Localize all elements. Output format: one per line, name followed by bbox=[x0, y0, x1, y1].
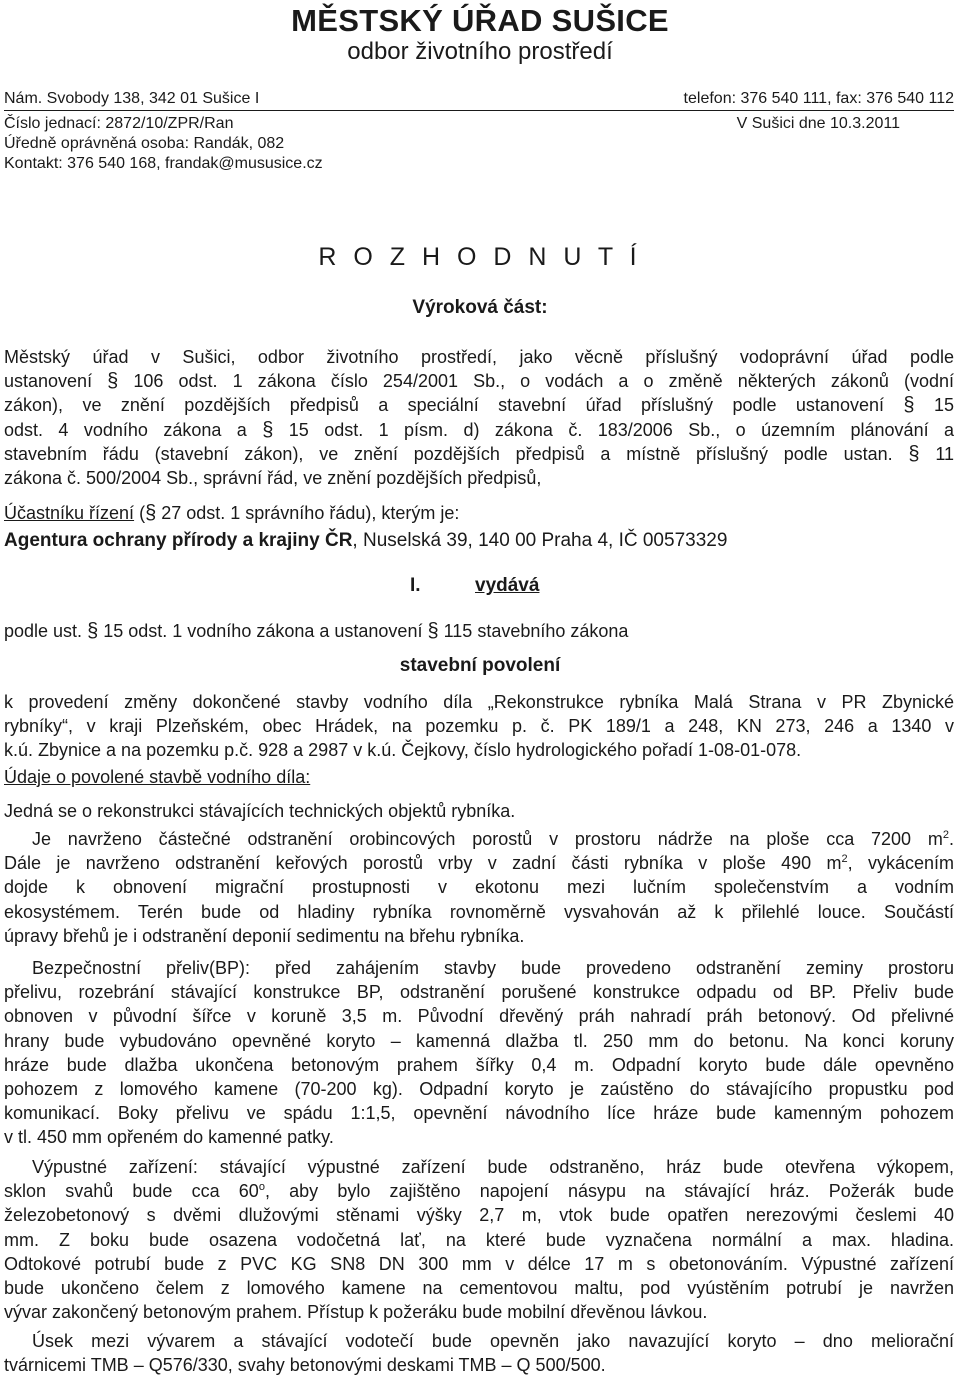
participant-name: Agentura ochrany přírody a krajiny ČR bbox=[4, 530, 353, 551]
contact-info: Kontakt: 376 540 168, frandak@mususice.cz bbox=[4, 155, 323, 172]
section-sign: § bbox=[87, 620, 99, 642]
paragraph-vegetation: Je navrženo částečné odstranění orobincových porostů v prostoru nádrže na ploše cca 7200 $m^2$. Dále je navrženo odstranění keřových porostů vrby v zadní části rybníka v ploše 490 $m^2$, vykácením dojde k obnovení migrační prostupnosti v ekotonu mezi lučním společenstvím a vodním ekosystémem. Terén bude od hladiny rybníka rovnoměrně vysvahován až k přilehlé louce. Součástí úpravy břehů je i odstranění deponií sedimentu na břehu rybníka. bbox=[4, 829, 954, 946]
reference-number: Číslo jednací: 2872/10/ZPR/Ran bbox=[4, 115, 234, 132]
participant-entity bbox=[4, 530, 727, 552]
document-date: V Sušici dne 10.3.2011 bbox=[736, 115, 900, 132]
participant-line: Účastníku řízení (§ 27 odst. 1 správního řádu), kterým je: bbox=[4, 502, 460, 524]
paragraph-outlet: Výpustné zařízení: stávající výpustné zařízení bude odstraněno, hráz bude otevřena výkopem, sklon svahů bude cca 60$^o$, aby bylo zajištěno napojení násypu na stávající hráz. Požerák bude železobetonový s dvěmi dlužovými stěnami výšky 2,7 m, vtok bude opatřen nerezovými česlemi 40 mm. Z boku bude osazena vodočetná lať, na které bude vyznačena normální a max. hladina. Odtokové potrubí bude z PVC KG SN8 DN 300 mm v délce 17 m s obetonováním. Výpustné zařízení bude ukončeno čelem z lomového kamene na cementovou maltu, pod vyústěním potrubí je navržen vývar zakončený betonovým prahem. Přístup k požeráku bude mobilní dřevěnou lávkou. bbox=[4, 1157, 954, 1323]
project-description: k provedení změny dokončené stavby vodního díla „Rekonstrukce rybníka Malá Strana v PR Zbynické rybníky“, v kraji Plzeňském, obec Hrádek, na pozemku p. č. PK 189/1 a 248, KN 273, 246 a 1340 v k.ú. Zbynice a na pozemku p.č. 928 a 2987 v k.ú. Čejkovy, číslo hydrologického pořadí 1-08-01-078. bbox=[4, 692, 954, 761]
responsible-official: Úředně oprávněná osoba: Randák, 082 bbox=[4, 135, 285, 152]
paragraph-channel: Úsek mezi vývarem a stávající vodotečí bude opevněn jako navazující koryto – dno meliorační tvárnicemi TMB – Q576/330, svahy betonovými deskami TMB – Q 500/500. bbox=[4, 1331, 954, 1376]
office-address: Nám. Svobody 138, 342 01 Sušice I bbox=[4, 90, 260, 107]
section-sign: § bbox=[903, 394, 915, 417]
intro-paragraph: Městský úřad v Sušici, odbor životního prostředí, jako věcně příslušný vodoprávní úřad podle ustanovení § 106 odst. 1 zákona číslo 254/2001 Sb., o vodách a o změně některých zákonů (vodní zákon), ve znění pozdějších předpisů a speciální stavební úřad příslušný podle ustanovení § 15 odst. 4 vodního zákona a § 15 odst. 1 písm. d) zákona č. 183/2006 Sb., o územním plánování a stavebním řádu (stavební zákon), ve znění pozdějších předpisů a místně příslušný podle ustan. § 11 zákona č. 500/2004 Sb., správní řád, ve znění pozdějších předpisů, bbox=[4, 347, 954, 489]
section-sign: § bbox=[145, 502, 157, 524]
participant-label: Účastníku řízení bbox=[4, 503, 135, 523]
verdict-verb: vydává bbox=[475, 575, 540, 596]
section-sign: § bbox=[107, 370, 119, 393]
section-title: Výroková část: bbox=[412, 297, 548, 318]
section-sign: § bbox=[262, 418, 274, 441]
header-divider bbox=[4, 110, 954, 111]
legal-basis: podle ust. § 15 odst. 1 vodního zákona a ustanovení § 115 stavebního zákona bbox=[4, 620, 629, 642]
paragraph-spillway: Bezpečnostní přeliv(BP): před zahájením stavby bude provedeno odstranění zeminy prostoru přelivu, rozebrání stávající konstrukce BP, odstranění porušené konstrukce odpadu od BP. Přeliv bude obnoven v původní šířce v koruně 3,5 m. Původní dřevěný práh nahradí práh betonový. Od přelivné hrany bude vybudováno opevněné koryto – kamenná dlažba tl. 250 mm do betonu. Na konci koruny hráze bude dlažba ukončena betonovým prahem šířky 0,4 m. Odpadní koryto bude dále opevněno pohozem z lomového kamene (70-200 kg). Odpadní koryto je zaústěno do stávajícího propustku pod komunikací. Boky přelivu ve spádu 1:1,5, opevnění návodního líce hráze bude kamenným pohozem v tl. 450 mm opřeném do kamenné patky. bbox=[4, 958, 954, 1148]
participant-address: , Nuselská 39, 140 00 Praha 4, IČ 00573329 bbox=[352, 530, 728, 551]
section-sign: § bbox=[427, 620, 439, 642]
permit-title: stavební povolení bbox=[399, 655, 561, 676]
verdict-numeral: I. bbox=[410, 575, 421, 596]
department-name: odbor životního prostředí bbox=[347, 38, 613, 65]
details-heading: Údaje o povolené stavbě vodního díla: bbox=[4, 767, 311, 787]
section-sign: § bbox=[908, 442, 920, 465]
office-name: MĚSTSKÝ ÚŘAD SUŠICE bbox=[291, 3, 669, 38]
office-phone: telefon: 376 540 111, fax: 376 540 112 bbox=[683, 90, 954, 107]
paragraph-objects: Jedná se o rekonstrukci stávajících technických objektů rybníka. bbox=[4, 801, 516, 821]
document-title: R O Z H O D N U T Í bbox=[318, 243, 642, 271]
